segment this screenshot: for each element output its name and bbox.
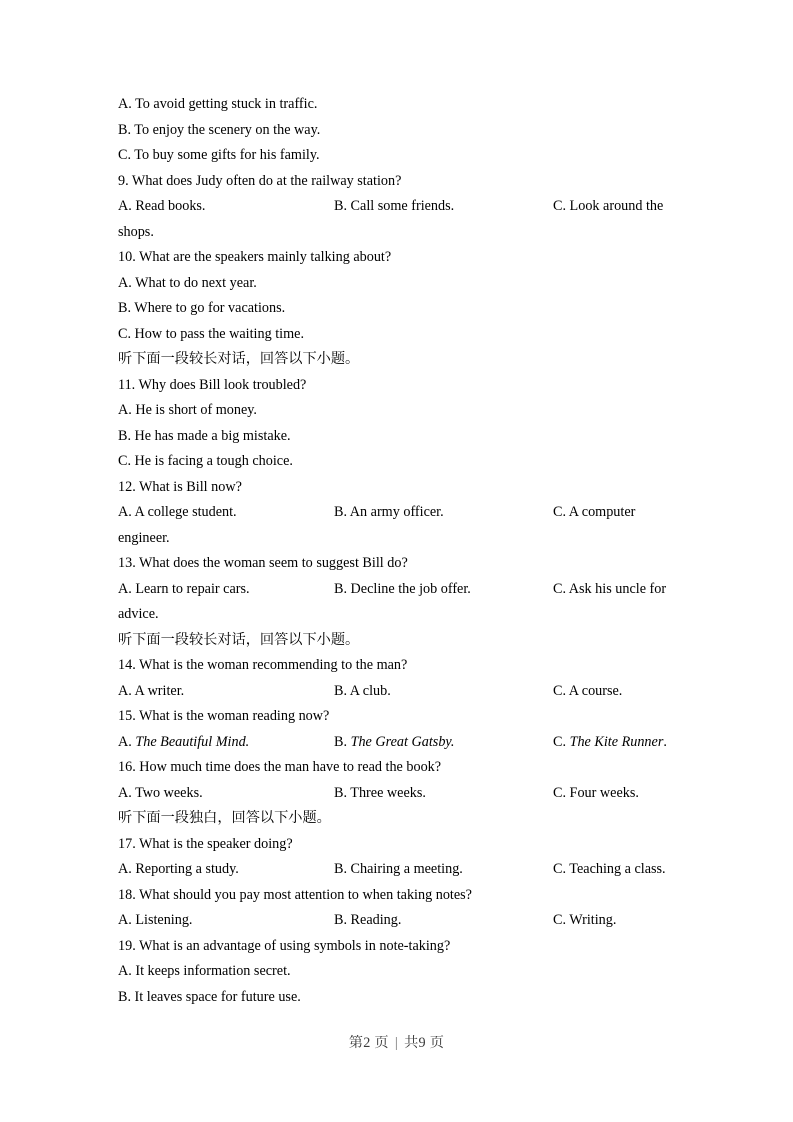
option-c: C. Teaching a class.	[553, 861, 666, 877]
option-b	[334, 730, 454, 756]
option-a: A. A college student.	[118, 504, 237, 520]
text-line: 听下面一段较长对话，回答以下小题。	[118, 631, 360, 648]
footer-separator: |	[394, 1035, 399, 1051]
text-line: A. It keeps information secret.	[118, 963, 291, 979]
text-line: B. To enjoy the scenery on the way.	[118, 121, 321, 138]
option-c: C. Four weeks.	[553, 784, 639, 801]
page-footer	[0, 1032, 793, 1052]
text-line: shops.	[118, 223, 154, 240]
text-line: 13. What does the woman seem to suggest Bill do?	[118, 555, 408, 571]
option-a-prefix: A.	[118, 733, 136, 750]
text-line: A. To avoid getting stuck in traffic.	[118, 96, 318, 112]
text-line: C. How to pass the waiting time.	[118, 325, 304, 342]
text-line: 18. What should you pay most attention to when taking notes?	[118, 886, 472, 903]
option-c: C. Writing.	[553, 912, 617, 928]
option-c: C. A computer	[553, 504, 636, 520]
option-row	[118, 577, 676, 603]
option-a: A. Two weeks.	[118, 784, 203, 801]
option-b-prefix: B.	[334, 733, 351, 750]
option-a-title: The Beautiful Mind.	[135, 733, 250, 750]
text-line: advice.	[118, 606, 159, 622]
text-line: 听下面一段较长对话，回答以下小题。	[118, 351, 360, 367]
option-c-suffix: .	[663, 733, 667, 750]
option-c	[553, 730, 667, 756]
text-line: B. He has made a big mistake.	[118, 427, 291, 444]
option-a: A. Reporting a study.	[118, 861, 239, 877]
text-line: B. Where to go for vacations.	[118, 300, 286, 316]
option-row	[118, 730, 676, 756]
footer-total-pages: 共9 页	[404, 1035, 445, 1051]
option-b: B. A club.	[334, 682, 391, 699]
text-line: A. He is short of money.	[118, 402, 257, 418]
text-line: B. It leaves space for future use.	[118, 988, 301, 1005]
text-line: 9. What does Judy often do at the railway station?	[118, 172, 402, 189]
option-row	[118, 781, 676, 807]
option-a: A. Read books.	[118, 198, 206, 214]
option-b-title: The Great Gatsby.	[350, 733, 455, 750]
option-c: C. Ask his uncle for	[553, 580, 667, 597]
footer-page-number: 第2 页	[348, 1035, 389, 1051]
option-b: B. Decline the job offer.	[334, 580, 471, 597]
option-c-title: The Kite Runner	[569, 733, 664, 750]
option-row	[118, 194, 676, 220]
text-line: 11. Why does Bill look troubled?	[118, 376, 307, 393]
text-line: engineer.	[118, 529, 170, 546]
option-b: B. Reading.	[334, 912, 402, 928]
option-a	[118, 730, 249, 756]
option-b: B. Chairing a meeting.	[334, 861, 463, 877]
text-line: 15. What is the woman reading now?	[118, 708, 330, 724]
option-a: A. A writer.	[118, 682, 185, 699]
option-c: C. Look around the	[553, 198, 664, 214]
text-line: 17. What is the speaker doing?	[118, 835, 293, 852]
text-line: 14. What is the woman recommending to the man?	[118, 657, 408, 673]
text-line: 19. What is an advantage of using symbols in note-taking?	[118, 937, 451, 954]
option-b: B. An army officer.	[334, 504, 444, 520]
text-line: 10. What are the speakers mainly talking about?	[118, 249, 392, 265]
option-a: A. Learn to repair cars.	[118, 580, 250, 597]
option-c: C. A course.	[553, 682, 623, 699]
text-line: C. He is facing a tough choice.	[118, 453, 293, 469]
text-line: C. To buy some gifts for his family.	[118, 147, 320, 163]
exam-question-content	[118, 92, 676, 1010]
option-row	[118, 857, 676, 883]
option-row	[118, 679, 676, 705]
text-line: A. What to do next year.	[118, 274, 257, 291]
option-a: A. Listening.	[118, 912, 193, 928]
text-line: 12. What is Bill now?	[118, 478, 242, 495]
option-c-prefix: C.	[553, 733, 570, 750]
text-line: 听下面一段独白，回答以下小题。	[118, 810, 331, 826]
text-line: 16. How much time does the man have to read the book?	[118, 759, 442, 775]
option-row	[118, 500, 676, 526]
option-b: B. Call some friends.	[334, 198, 455, 214]
option-b: B. Three weeks.	[334, 784, 426, 801]
option-row	[118, 908, 676, 934]
